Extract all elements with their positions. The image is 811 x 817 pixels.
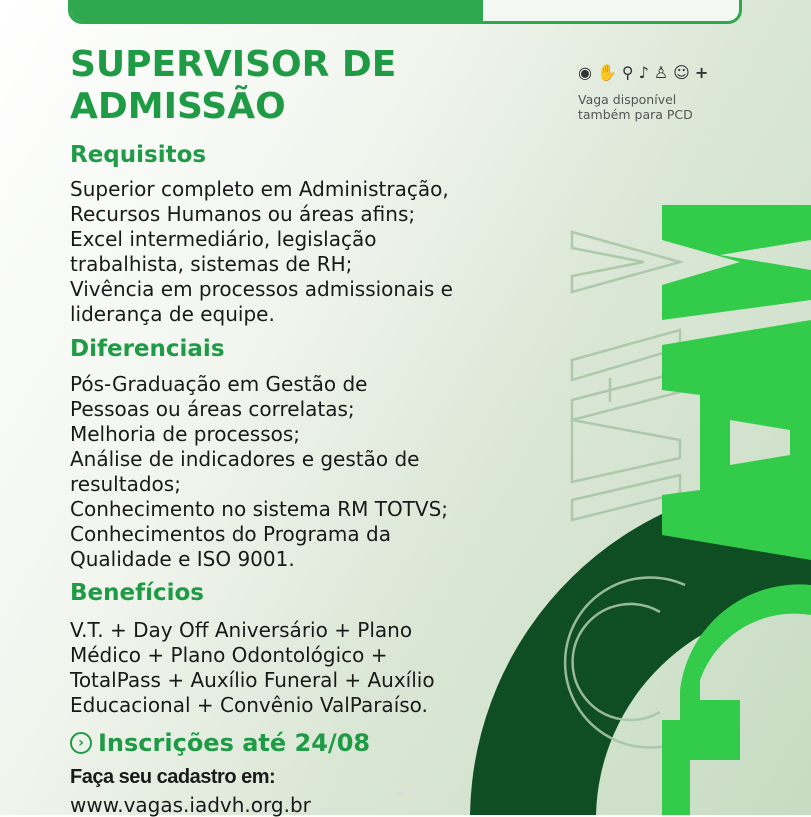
blind-cane-icon: ⚲ <box>621 63 634 82</box>
diferenciais-line: Melhoria de processos; <box>70 422 301 446</box>
accessibility-icons <box>578 64 728 82</box>
beneficios-line: TotalPass + Auxílio Funeral + Auxílio <box>70 668 435 692</box>
beneficios-line: V.T. + Day Off Aniversário + Plano <box>70 618 413 642</box>
requisitos-heading: Requisitos <box>70 142 207 168</box>
beneficios-line: Educacional + Convênio ValParaíso. <box>70 693 428 717</box>
carousel-dots <box>397 790 415 796</box>
carousel-dot[interactable] <box>397 790 403 796</box>
page-title <box>70 44 396 128</box>
diferenciais-line: Qualidade e ISO 9001. <box>70 547 295 571</box>
diferenciais-line: resultados; <box>70 472 181 496</box>
eye-icon: ◉ <box>578 63 592 82</box>
solid-letter-a <box>662 320 811 560</box>
diferenciais-line: Pessoas ou áreas correlatas; <box>70 397 355 421</box>
requisitos-list <box>70 177 453 327</box>
brain-icon: ☺ <box>673 63 690 82</box>
beneficios-heading: Benefícios <box>70 580 205 606</box>
requisitos-line: Vivência em processos admissionais e <box>70 277 453 301</box>
diferenciais-line: Conhecimentos do Programa da <box>70 522 391 546</box>
diferenciais-line: Análise de indicadores e gestão de <box>70 447 420 471</box>
solid-letter-v <box>662 205 811 320</box>
sign-language-icon: ✋ <box>596 63 617 82</box>
pcd-note <box>578 92 728 122</box>
carousel-dot[interactable] <box>409 790 415 796</box>
plus-icon: + <box>694 63 709 82</box>
requisitos-line: Excel intermediário, legislação <box>70 227 377 251</box>
beneficios-line: Médico + Plano Odontológico + <box>70 643 388 667</box>
diferenciais-list <box>70 372 448 572</box>
pcd-note-line-2: também para PCD <box>578 107 693 122</box>
requisitos-line: liderança de equipe. <box>70 302 275 326</box>
title-line-2: ADMISSÃO <box>70 86 286 127</box>
cadastro-label: Faça seu cadastro em: <box>70 766 276 788</box>
requisitos-line: trabalhista, sistemas de RH; <box>70 252 353 276</box>
pcd-note-line-1: Vaga disponível <box>578 92 677 107</box>
diferenciais-line: Conhecimento no sistema RM TOTVS; <box>70 497 449 521</box>
chevron-right-circle-icon: › <box>70 732 92 754</box>
requisitos-line: Superior completo em Administração, <box>70 177 449 201</box>
deadline <box>70 729 370 757</box>
beneficios-list <box>70 618 435 718</box>
pcd-accessibility-block <box>578 64 728 122</box>
diferenciais-line: Pós-Graduação em Gestão de <box>70 372 368 396</box>
title-line-1: SUPERVISOR DE <box>70 44 397 85</box>
vagas-url-link[interactable]: www.vagas.iadvh.org.br <box>70 793 311 817</box>
requisitos-line: Recursos Humanos ou áreas afins; <box>70 202 416 226</box>
solid-vaga-letters <box>662 205 811 815</box>
diferenciais-heading: Diferenciais <box>70 336 225 362</box>
deadline-text: Inscrições até 24/08 <box>98 729 371 757</box>
hearing-icon: ♪ <box>638 63 649 82</box>
person-icon: ♙ <box>653 63 669 82</box>
